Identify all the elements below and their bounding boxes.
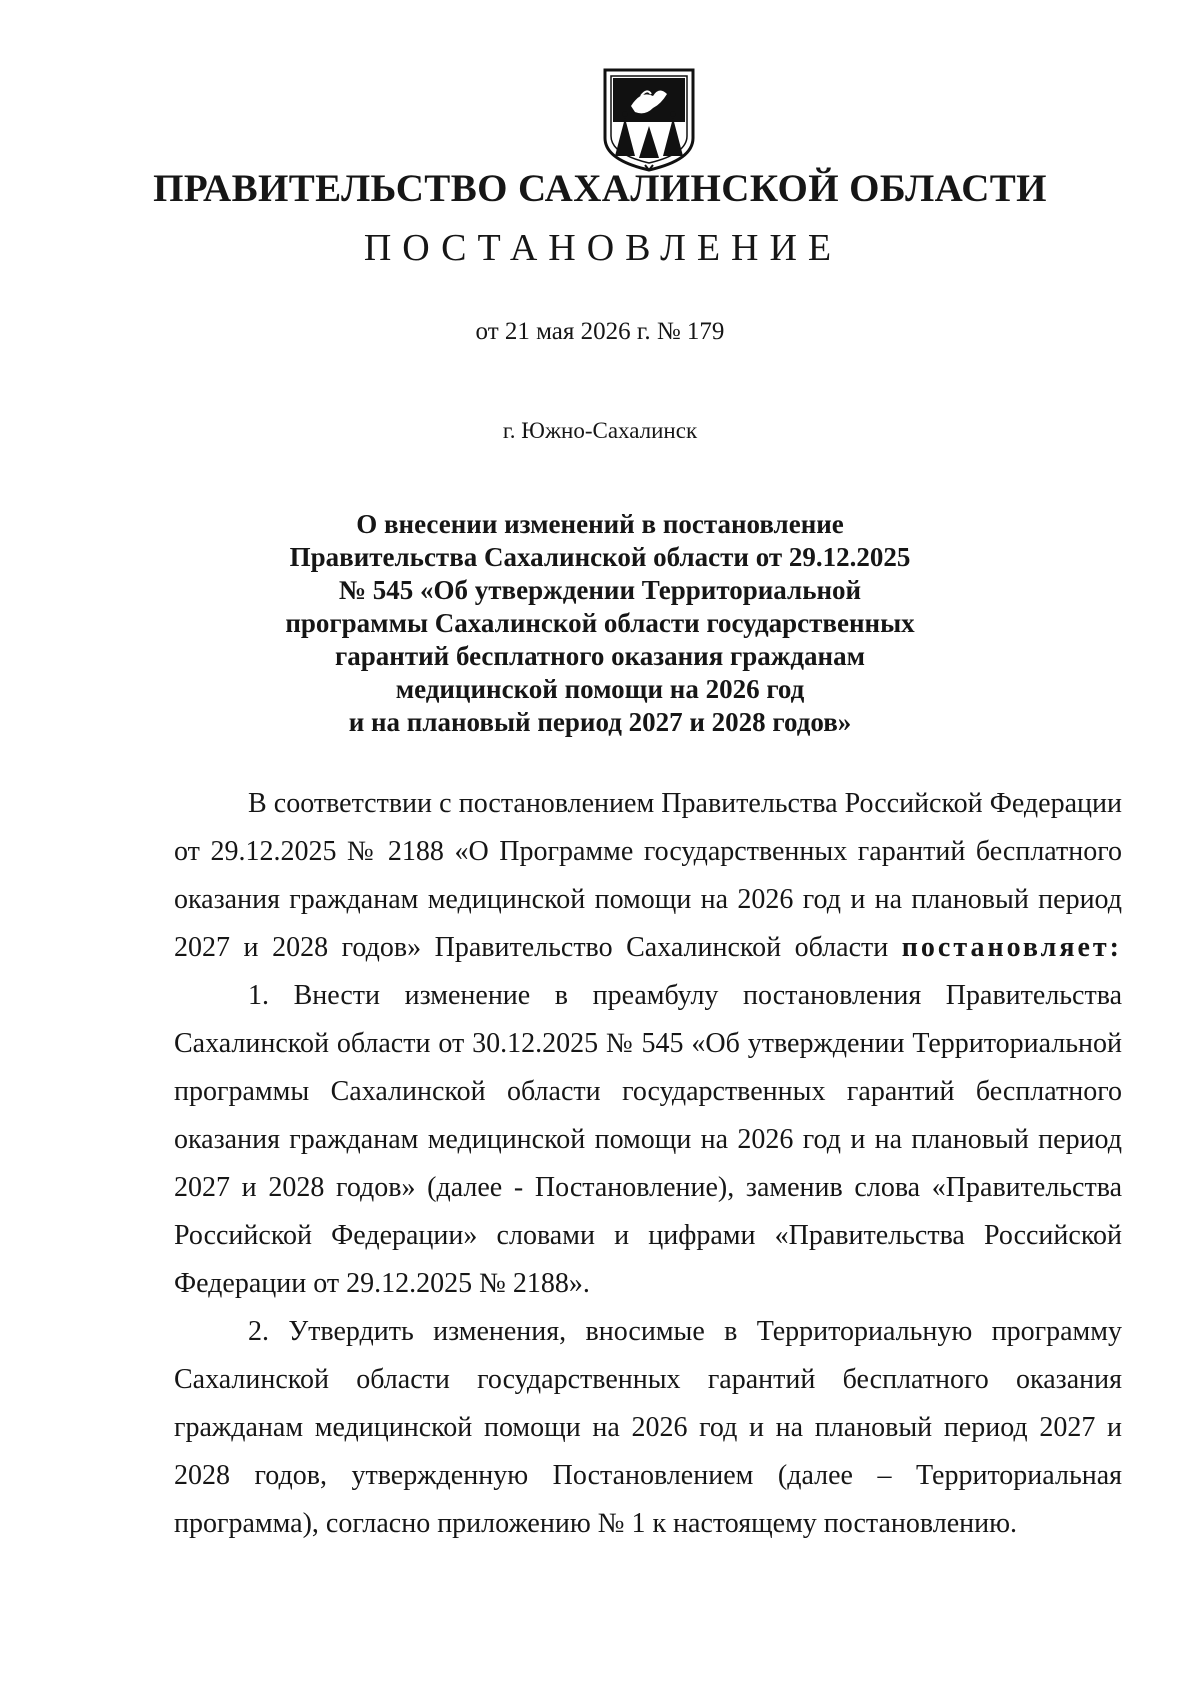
date-and-number: от 21 мая 2026 г. № 179 <box>475 318 725 345</box>
document-subject <box>150 508 1050 739</box>
text-line: гражданам медицинской помощи на 2026 год и на плановый период 2027 и <box>174 1412 1122 1443</box>
subject-line: и на плановый период 2027 и 2028 годов» <box>348 707 852 737</box>
text-line <box>174 924 1122 972</box>
document-body <box>174 780 1122 1548</box>
coat-of-arms-emblem <box>601 66 697 172</box>
text-line: Российской Федерации» словами и цифрами «Правительства Российской <box>174 1220 1122 1251</box>
subject-line: медицинской помощи на 2026 год <box>395 674 805 704</box>
text-line: 2027 и 2028 годов» (далее - Постановление), заменив слова «Правительства <box>174 1172 1122 1203</box>
text-line: оказания гражданам медицинской помощи на 2026 год и на плановый период <box>174 884 1122 915</box>
text-line: 2028 годов, утвержденную Постановлением (далее – Территориальная <box>174 1460 1122 1491</box>
text-line: 1. Внести изменение в преамбулу постановления Правительства <box>248 980 1122 1011</box>
organization-title: ПРАВИТЕЛЬСТВО САХАЛИНСКОЙ ОБЛАСТИ <box>153 167 1047 210</box>
text-line: программы Сахалинской области государственных гарантий бесплатного <box>174 1076 1122 1107</box>
item-1-paragraph <box>174 972 1122 1308</box>
subject-line: гарантий бесплатного оказания гражданам <box>335 641 865 671</box>
preamble-paragraph <box>174 780 1122 972</box>
decree-word: постановляет: <box>901 932 1123 963</box>
text-line: Сахалинской области от 30.12.2025 № 545 «Об утверждении Территориальной <box>174 1028 1122 1059</box>
text-line: 2. Утвердить изменения, вносимые в Территориальную программу <box>248 1316 1122 1347</box>
subject-line: О внесении изменений в постановление <box>356 509 844 539</box>
document-type-heading: ПОСТАНОВЛЕНИЕ <box>363 227 843 269</box>
preamble-last-text: 2027 и 2028 годов» Правительство Сахалинской области <box>174 932 889 963</box>
subject-line: Правительства Сахалинской области от 29.12.2025 <box>289 542 911 572</box>
text-line: программа), согласно приложению № 1 к настоящему постановлению. <box>174 1508 1018 1539</box>
text-line: Федерации от 29.12.2025 № 2188». <box>174 1268 590 1299</box>
text-line: оказания гражданам медицинской помощи на 2026 год и на плановый период <box>174 1124 1122 1155</box>
item-2-paragraph <box>174 1308 1122 1548</box>
subject-line: программы Сахалинской области государственных <box>285 608 915 638</box>
text-line: В соответствии с постановлением Правительства Российской Федерации <box>248 788 1122 819</box>
subject-line: № 545 «Об утверждении Территориальной <box>338 575 862 605</box>
city-line: г. Южно-Сахалинск <box>502 418 698 443</box>
text-line: Сахалинской области государственных гарантий бесплатного оказания <box>174 1364 1122 1395</box>
text-line: от 29.12.2025 № 2188 «О Программе государственных гарантий бесплатного <box>174 836 1122 867</box>
